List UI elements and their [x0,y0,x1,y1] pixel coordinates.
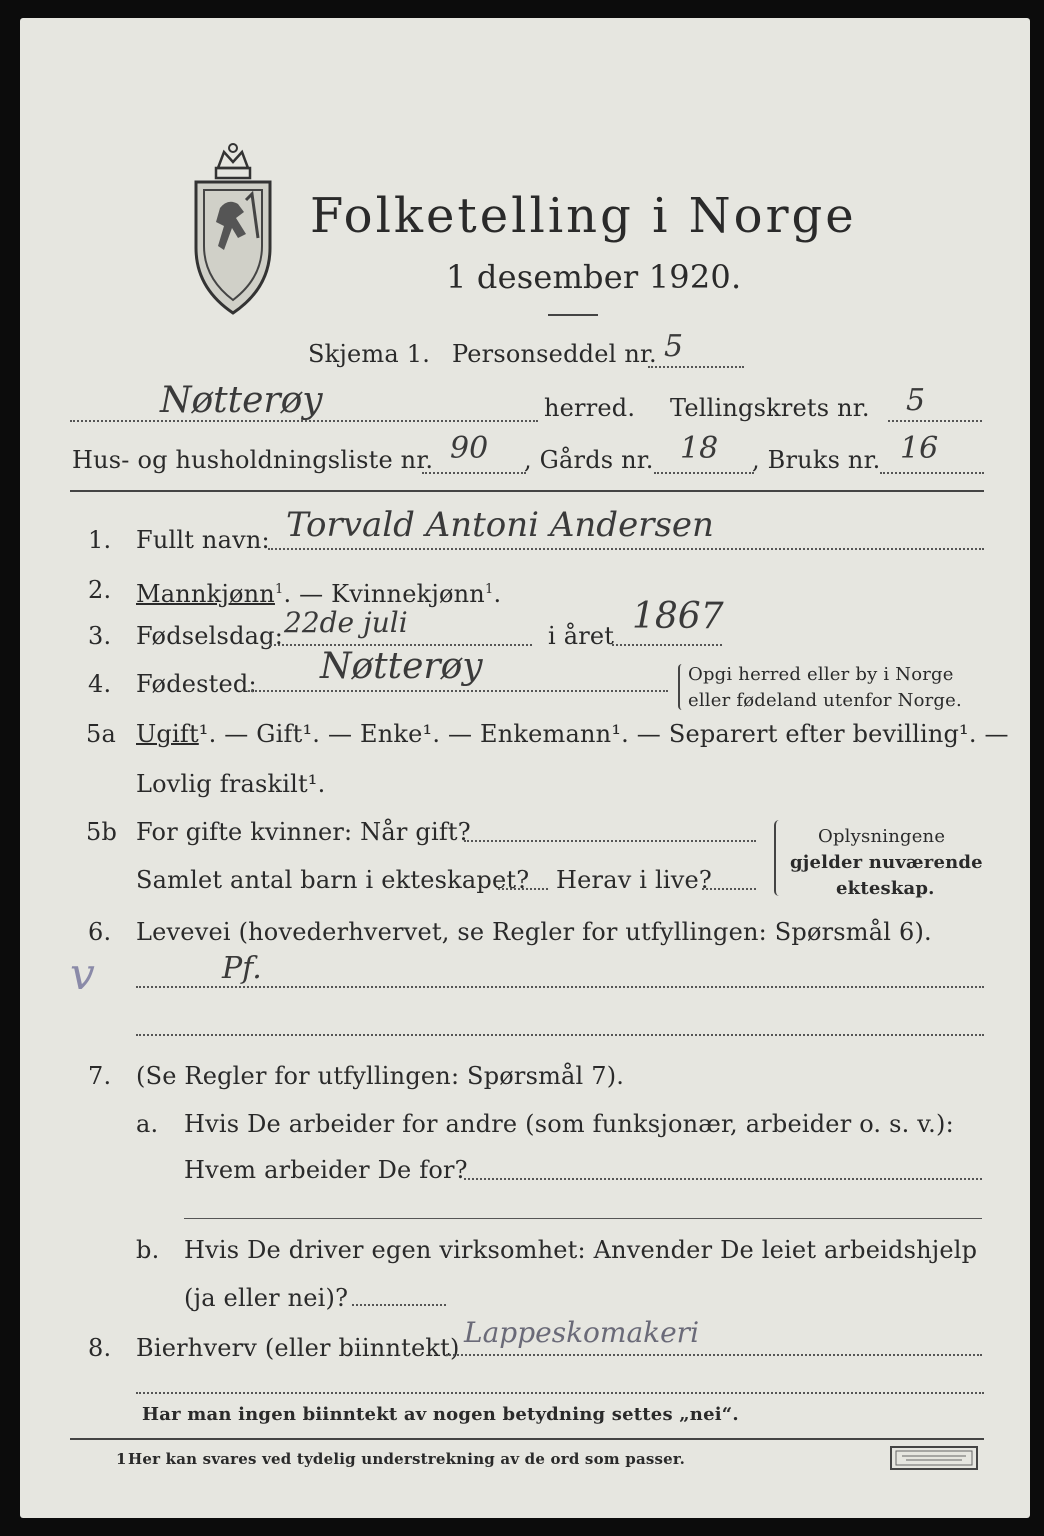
q2-number: 2. [88,576,112,604]
q6-margin-mark: v [70,949,95,1000]
q3-number: 3. [88,622,112,650]
q5b-children-line [498,888,548,890]
tellingskrets-value: 5 [906,383,926,418]
q5b-line1: For gifte kvinner: Når gift? [136,818,471,846]
gaards-label: , Gårds nr. [524,446,654,474]
q1-number: 1. [88,526,112,554]
bruks-line [880,472,984,474]
q6-label: Levevei (hovederhvervet, se Regler for utfyllingen: Spørsmål 6). [136,918,932,946]
year-label: i året [548,622,615,650]
q6-line2 [136,1034,984,1036]
schema-label: Skjema 1. [308,340,431,368]
q5b-note-line2: gjelder nuværende [790,852,983,873]
q3-label: Fødselsdag: [136,622,283,650]
marital-options [136,720,1009,748]
gender-male-underlined: Mannkjønn [136,580,275,608]
q5b-children-label: Samlet antal barn i ekteskapet? [136,866,530,894]
herred-value: Nøtterøy [160,380,323,421]
hus-line [422,472,526,474]
q4-note-line1: Opgi herred eller by i Norge [688,664,954,685]
side-income-value: Lappeskomakeri [464,1316,700,1349]
gender-sup-1: 1 [274,582,284,597]
birth-year-value: 1867 [632,596,724,637]
birthdate-value: 22de juli [284,606,408,639]
gender-sup-2: 1 [484,582,494,597]
herred-label: herred. [544,394,636,422]
bruks-value: 16 [900,431,939,466]
q4-line [248,690,668,692]
q1-line [268,548,984,550]
marital-other-options: ¹. — Gift¹. — Enke¹. — Enkemann¹. — Separert efter bevilling¹. — [198,720,1009,748]
bruks-label: , Bruks nr. [752,446,881,474]
q7b-letter: b. [136,1236,160,1264]
form-title: Folketelling i Norge [310,188,857,244]
full-name-value: Torvald Antoni Andersen [286,505,714,545]
q4-brace [678,664,686,710]
q5b-alive-label: Herav i live? [556,866,712,894]
gender-female: . — Kvinnekjønn [283,580,485,608]
tellingskrets-label: Tellingskrets nr. [670,394,870,422]
q7b-line1: Hvis De driver egen virksomhet: Anvender De leiet arbeidshjelp [184,1236,978,1264]
q5b-note-line1: Oplysningene [818,826,946,847]
q7a-line2: Hvem arbeider De for? [184,1156,468,1184]
q8-line1 [446,1354,982,1356]
q4-note-line2: eller fødeland utenfor Norge. [688,690,962,711]
footer-note: Har man ingen biinntekt av nogen betydning settes „nei“. [142,1404,739,1425]
marital-ugift-underlined: Ugift [136,720,199,748]
gaards-line [654,472,754,474]
herred-line [70,420,538,422]
q7a-line1: Hvis De arbeider for andre (som funksjonær, arbeider o. s. v.): [184,1110,954,1138]
q7a-line [464,1178,982,1180]
census-date: 1 desember 1920. [446,258,742,296]
personseddel-value: 5 [664,329,684,364]
q6-line1 [136,986,984,988]
personseddel-line [648,366,744,368]
gender-options [136,576,501,608]
q7-label: (Se Regler for utfyllingen: Spørsmål 7). [136,1062,625,1090]
q4-number: 4. [88,670,112,698]
gaards-value: 18 [680,431,719,466]
norwegian-coat-of-arms-icon [188,138,278,318]
q6-number: 6. [88,918,112,946]
birthplace-value: Nøtterøy [320,646,483,687]
q5b-married-line [464,840,756,842]
q7a-letter: a. [136,1110,159,1138]
tellingskrets-line [888,420,982,422]
footnote-text: Her kan svares ved tydelig understrekning av de ord som passer. [128,1450,686,1468]
hus-value: 90 [450,431,489,466]
gender-end: . [493,580,502,608]
marital-options-line2: Lovlig fraskilt¹. [136,770,326,798]
q8-label: Bierhverv (eller biinntekt) [136,1334,460,1362]
header-divider [70,490,984,492]
q1-label: Fullt navn: [136,526,270,554]
q8-number: 8. [88,1334,112,1362]
q5b-brace [774,820,784,896]
q7a-line-extra [184,1218,982,1219]
q8-line2 [136,1392,984,1394]
occupation-value: Pf. [222,951,262,986]
footer-divider [70,1438,984,1440]
q5b-note-line3: ekteskap. [836,878,935,899]
q4-label: Fødested: [136,670,257,698]
q3-year-line [612,644,722,646]
title-divider [548,314,598,316]
footnote-number: 1 [116,1450,127,1468]
q7b-line [352,1304,446,1306]
printer-stamp-icon [890,1446,978,1470]
hus-label: Hus- og husholdningsliste nr. [72,446,434,474]
q7b-line2: (ja eller nei)? [184,1284,349,1312]
q5b-alive-line [702,888,756,890]
q5b-number: 5b [86,818,118,846]
personseddel-label: Personseddel nr. [452,340,657,368]
q7-number: 7. [88,1062,112,1090]
q5a-number: 5a [86,720,116,748]
